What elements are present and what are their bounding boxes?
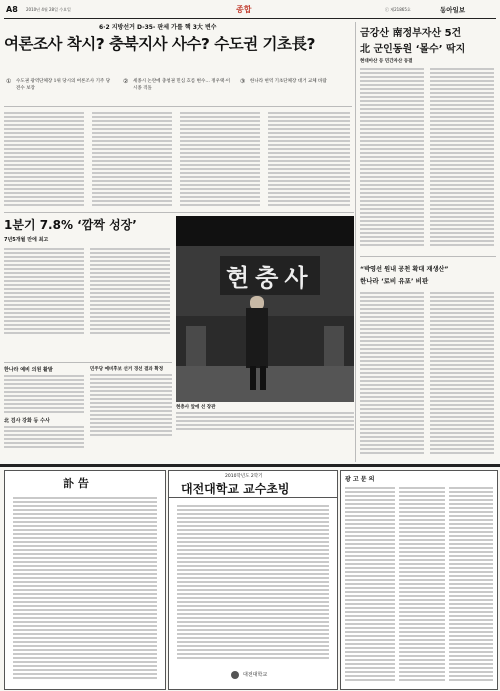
mid-center-headline: 민주당 예비후보 선거 경선 결과 확정 [90, 367, 164, 372]
subhead-2: 세종시 논란에 충청권 민심 흐름 변수… 정우택·이시종 격돌 [133, 79, 231, 91]
section-rule [4, 212, 354, 213]
photo-caption-title: 현충사 앞에 선 장관 [176, 405, 216, 410]
number-1-icon: ① [6, 78, 12, 85]
top-story-body-col-3 [180, 110, 260, 208]
mid-left-headline-1: 한나라 예비 의원 활발 [4, 367, 53, 373]
mid-left-headline-2: 北 검사 강화 등 수사 [4, 418, 50, 424]
univ-ad-header [169, 471, 337, 498]
mid-center-story [90, 366, 172, 466]
publisher-logo: 동아일보 [440, 6, 466, 14]
classified-col-3 [449, 485, 493, 683]
classified-ad [340, 470, 498, 690]
subhead-box-3 [238, 76, 350, 102]
top-story-kicker: 6·2 지방선거 D-35- 판세 가를 핵 3大 변수 [99, 24, 217, 31]
ad-rule [0, 464, 500, 467]
mid-rule-left [4, 362, 172, 363]
quote-story [360, 256, 496, 462]
gdp-subhead: 7년5개월 만에 최고 [4, 237, 49, 243]
masthead [0, 0, 500, 20]
subhead-box-1 [4, 76, 116, 102]
gdp-headline: 1분기 7.8% ‘깜짝 성장’ [4, 218, 137, 232]
top-story-body-col-2 [92, 110, 172, 208]
univ-ad-body [177, 503, 329, 661]
top-story-body-col-1 [4, 110, 84, 208]
quote-rule [360, 256, 496, 257]
quote-body-2 [430, 290, 494, 456]
university-ad [168, 470, 338, 690]
top-story-headline: 여론조사 착시? 충북지사 사수? 수도권 기초長? [4, 35, 315, 53]
obituary-body [13, 495, 157, 681]
number-3-icon: ③ [240, 78, 246, 85]
subhead-1: 수도권 광역단체장 1위 당시의 여론조사 기주 당전수 보장 [16, 79, 111, 91]
gdp-body-2 [90, 246, 170, 336]
quote-body [360, 290, 424, 456]
classified-grid [345, 485, 493, 685]
obituary-ad [4, 470, 166, 690]
right-story-headline-1: 금강산 南정부자산 5건 [360, 28, 462, 39]
univ-ad-top: 2010학년도 2학기 [225, 474, 263, 479]
page-number: A8 [6, 5, 18, 14]
shrine-photo-graphic [176, 216, 354, 402]
univ-ad-school: 대전대학교 [243, 672, 268, 678]
right-story-headline-2: 北 군인동원 ‘몰수’ 딱지 [360, 44, 466, 55]
gdp-story [4, 216, 172, 360]
subhead-3: 한나라 현역 기초단체장 대거 교체 바람 [250, 79, 327, 84]
subhead-box-2 [121, 76, 233, 102]
univ-ad-title: 대전대학교 교수초빙 [181, 482, 290, 496]
classified-col-1 [345, 485, 395, 683]
quote-headline-2: 한나라 ‘로비 유포’ 비판 [360, 277, 429, 285]
news-photo [176, 216, 354, 402]
subhead-rule [4, 106, 352, 107]
classified-title: 광 고 문 의 [345, 476, 375, 483]
mid-left-story [4, 366, 84, 466]
quote-headline-1: “박영선 원내 공천 확대 재생산” [360, 266, 449, 273]
top-story [4, 22, 352, 210]
right-story [360, 22, 496, 252]
gdp-body [4, 246, 84, 336]
right-story-body [360, 66, 424, 252]
photo-caption [176, 404, 354, 432]
number-2-icon: ② [123, 78, 129, 85]
section-label: 종합 [236, 5, 252, 14]
right-story-kicker: 현대아산 등 민간자산 동결 [360, 59, 413, 64]
column-divider [355, 22, 356, 462]
classified-col-2 [399, 485, 445, 683]
top-story-body-col-4 [268, 110, 350, 208]
shrine-sign: 현충사 [220, 256, 320, 295]
univ-logo-icon [231, 671, 239, 679]
right-story-body-2 [430, 66, 494, 252]
obituary-title: 訃 告 [63, 477, 89, 490]
header-rule [4, 18, 496, 19]
issue-number: ⓒ 제21865호 [385, 7, 411, 12]
page-date: 2010년 4월 28일 수요일 [26, 7, 71, 12]
